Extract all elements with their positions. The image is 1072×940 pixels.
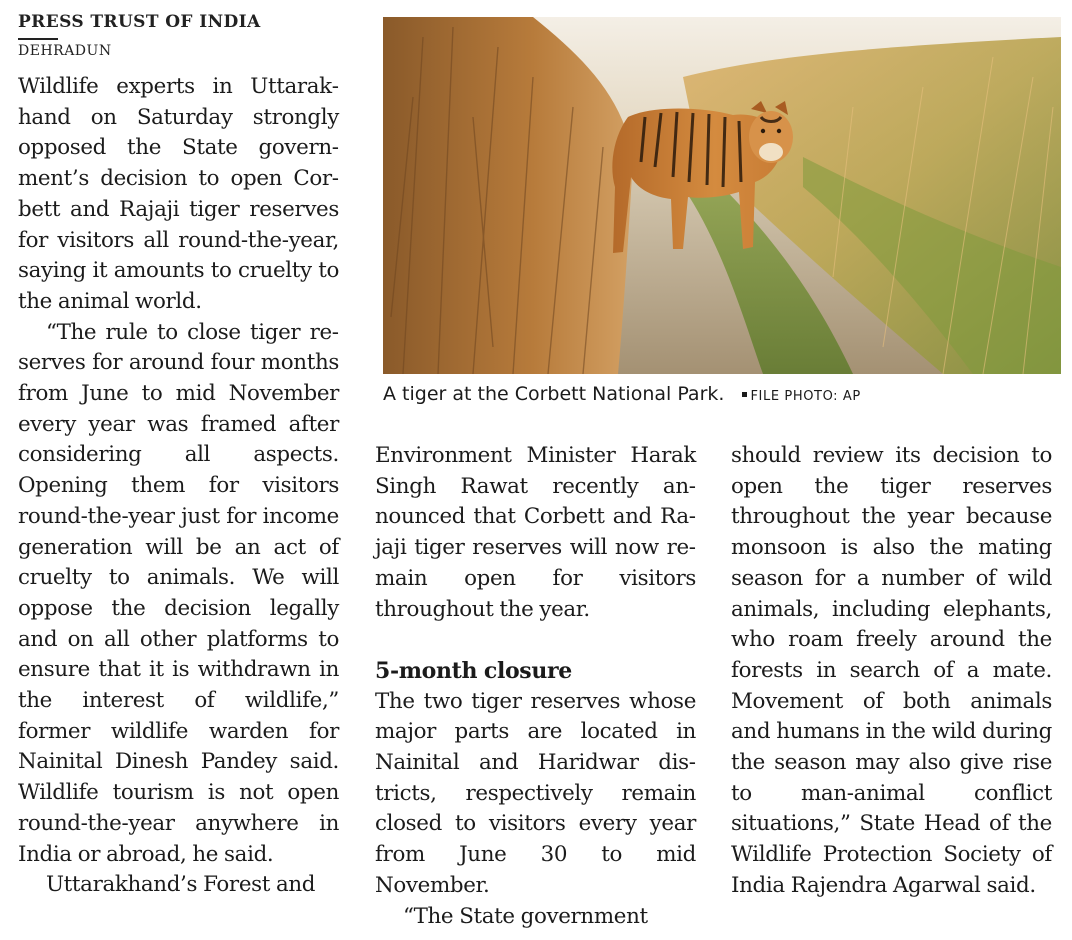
article-paragraph: Uttarakhand’s Forest and (46, 872, 316, 898)
square-bullet-icon (742, 392, 747, 397)
article-paragraph: “The State government (403, 903, 648, 929)
article-column-3 (731, 441, 1052, 902)
article-paragraph: The two tiger reserves whose major parts are located in Nainital and Haridwar districts, respectively remain closed to visitors every year from June 30 to mid November. (375, 688, 696, 898)
section-subhead: 5-month closure (375, 657, 572, 684)
article-paragraph: “The rule to close tiger reserves for around four months from June to mid November every year was framed after considering all aspects. Opening them for visitors round-the-year just for income generation will be an act of cruelty to animals. We will oppose the decision legally and on all other platforms to ensure that it is withdrawn in the interest of wildlife,” former wildlife warden for Nainital Dinesh Pandey said. Wildlife tourism is not open round-the-year anywhere in India or abroad, he said. (18, 319, 339, 867)
photo-credit-text: FILE PHOTO: AP (750, 389, 861, 404)
byline-place: DEHRADUN (18, 43, 112, 59)
tiger-photo (383, 17, 1061, 374)
article-paragraph: Wildlife experts in Uttarakhand on Saturday strongly opposed the State government’s decision to open Corbett and Rajaji tiger reserves for visitors all round-the-year, saying it amounts to cruelty to the animal world. (18, 74, 339, 314)
article-paragraph: should review its decision to open the tiger reserves throughout the year because monsoon is also the mating season for a number of wild animals, including elephants, who roam freely around the forests in search of a mate. Movement of both animals and humans in the wild during the season may also give rise to man-animal conflict situations,” State Head of the Wildlife Protection Society of India Rajendra Agarwal said. (731, 443, 1052, 898)
article-column-2 (375, 441, 696, 932)
caption-text: A tiger at the Corbett National Park. (383, 383, 725, 405)
photo-caption (383, 383, 861, 405)
article-paragraph: Environment Minister Harak Singh Rawat recently announced that Corbett and Rajaji tiger reserves will now remain open for visitors throughout the year. (375, 443, 696, 622)
article-column-1 (18, 72, 339, 901)
photo-credit (742, 389, 860, 404)
byline-rule (18, 38, 58, 40)
byline-agency: PRESS TRUST OF INDIA (18, 12, 261, 32)
